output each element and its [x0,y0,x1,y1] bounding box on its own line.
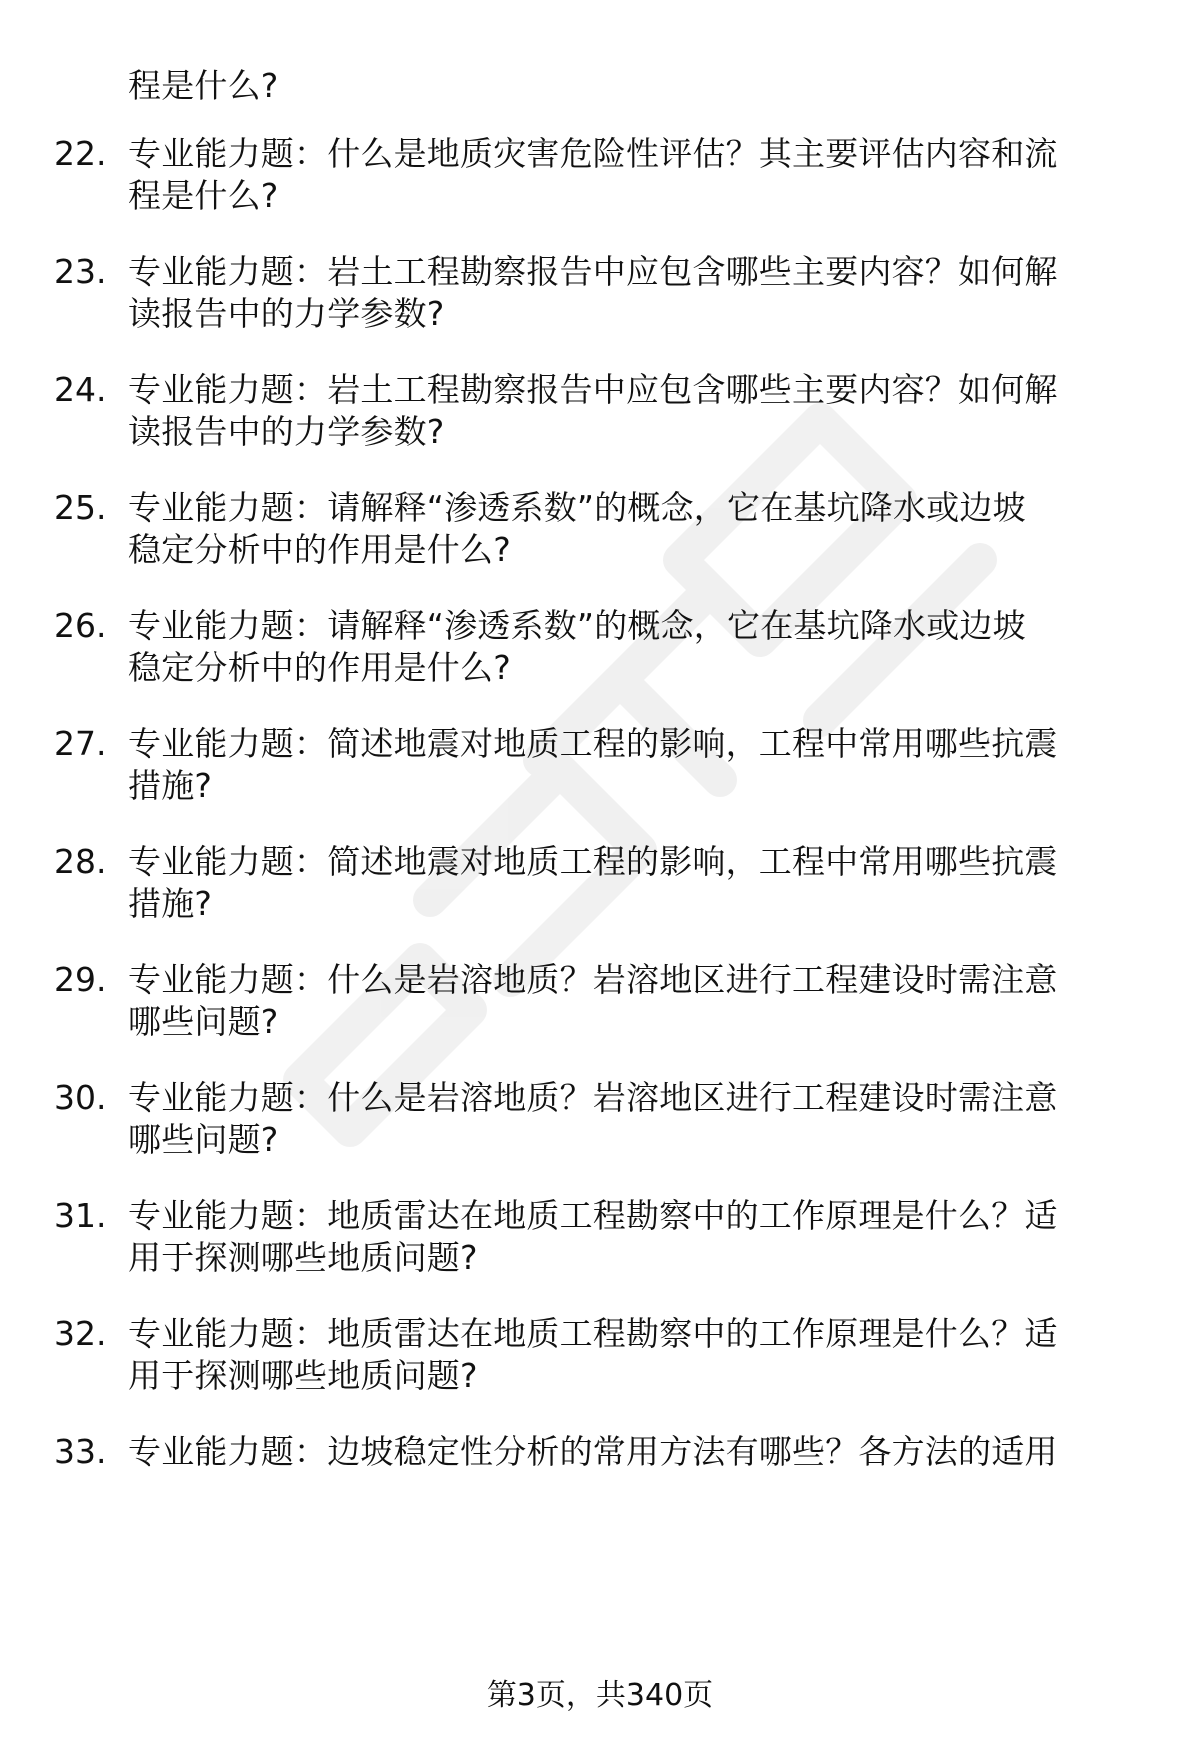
question-number: 24. [54,370,107,409]
question-text: 专业能力题：边坡稳定性分析的常用方法有哪些？各方法的适用 [128,1432,1058,1471]
question-text-cont: 用于探测哪些地质问题? [128,1238,478,1277]
question-text-cont: 稳定分析中的作用是什么? [128,530,511,569]
question-text: 专业能力题：什么是岩溶地质？岩溶地区进行工程建设时需注意 [128,960,1058,999]
question-number: 26. [54,606,107,645]
question-number: 31. [54,1196,107,1235]
continuation-line: 程是什么? [128,66,279,105]
question-text: 专业能力题：请解释“渗透系数”的概念，它在基坑降水或边坡 [128,488,1026,527]
question-number: 25. [54,488,107,527]
question-text: 专业能力题：什么是岩溶地质？岩溶地区进行工程建设时需注意 [128,1078,1058,1117]
question-number: 23. [54,252,107,291]
question-text: 专业能力题：请解释“渗透系数”的概念，它在基坑降水或边坡 [128,606,1026,645]
question-text: 专业能力题：岩土工程勘察报告中应包含哪些主要内容？如何解 [128,370,1058,409]
question-text: 专业能力题：地质雷达在地质工程勘察中的工作原理是什么？适 [128,1314,1058,1353]
question-text-cont: 程是什么? [128,176,279,215]
page-footer: 第3页，共340页 [486,1678,714,1713]
question-number: 27. [54,724,107,763]
question-text: 专业能力题：岩土工程勘察报告中应包含哪些主要内容？如何解 [128,252,1058,291]
question-number: 29. [54,960,107,999]
question-text-cont: 措施? [128,766,213,805]
question-text: 专业能力题：简述地震对地质工程的影响，工程中常用哪些抗震 [128,724,1058,763]
question-number: 32. [54,1314,107,1353]
question-text-cont: 措施? [128,884,213,923]
question-text: 专业能力题：简述地震对地质工程的影响，工程中常用哪些抗震 [128,842,1058,881]
question-text-cont: 哪些问题? [128,1002,279,1041]
question-number: 33. [54,1432,107,1471]
question-text: 专业能力题：地质雷达在地质工程勘察中的工作原理是什么？适 [128,1196,1058,1235]
question-text-cont: 哪些问题? [128,1120,279,1159]
question-number: 28. [54,842,107,881]
question-text-cont: 读报告中的力学参数? [128,412,445,451]
question-number: 30. [54,1078,107,1117]
question-text-cont: 读报告中的力学参数? [128,294,445,333]
question-number: 22. [54,134,107,173]
question-text-cont: 用于探测哪些地质问题? [128,1356,478,1395]
question-text: 专业能力题：什么是地质灾害危险性评估？其主要评估内容和流 [128,134,1058,173]
question-text-cont: 稳定分析中的作用是什么? [128,648,511,687]
